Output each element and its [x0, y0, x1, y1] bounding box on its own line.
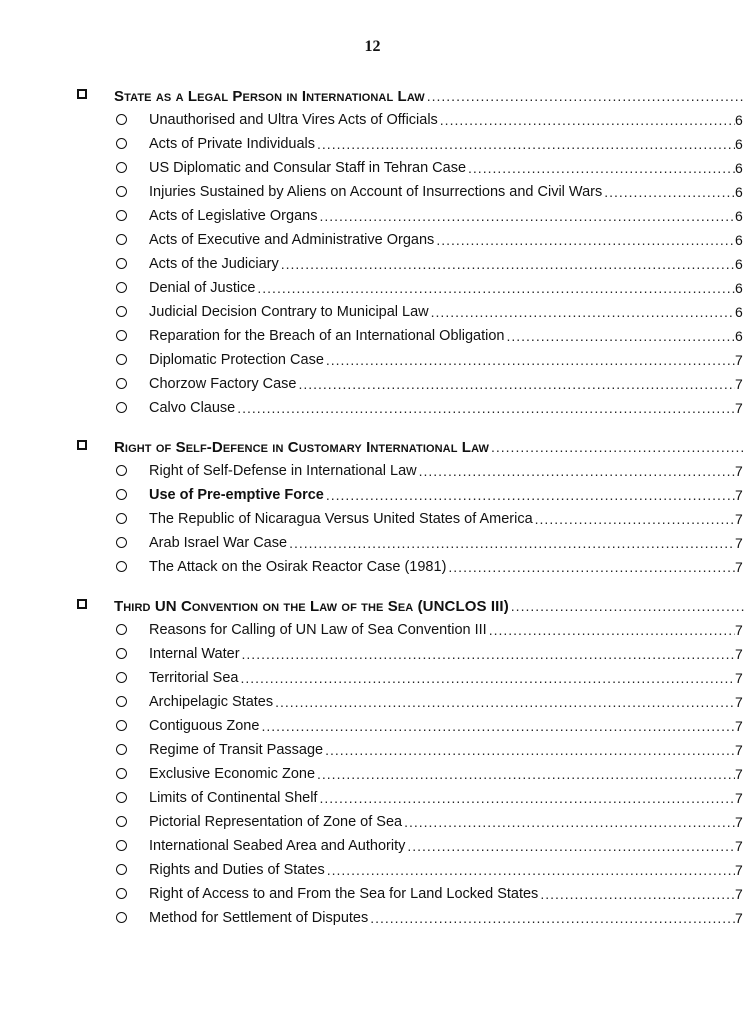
- toc-entry[interactable]: [0, 276, 745, 300]
- entry-page-number: 7: [735, 838, 743, 854]
- toc-entry[interactable]: [0, 738, 745, 762]
- toc-entry[interactable]: [0, 642, 745, 666]
- entry-page-number: 7: [735, 814, 743, 830]
- toc-section: [0, 435, 745, 579]
- square-bullet-icon: [77, 89, 87, 99]
- circle-bullet-icon: [116, 162, 127, 173]
- circle-bullet-icon: [116, 138, 127, 149]
- toc-entry[interactable]: [0, 108, 745, 132]
- entry-page-number: 7: [735, 742, 743, 758]
- entry-label: Acts of Private Individuals: [149, 136, 316, 152]
- entry-page-number: 7: [735, 766, 743, 782]
- entry-label: Injuries Sustained by Aliens on Account of Insurrections and Civil Wars: [149, 184, 603, 200]
- toc-entry[interactable]: [0, 483, 745, 507]
- entry-page-number: 6: [735, 160, 743, 176]
- circle-bullet-icon: [116, 210, 127, 221]
- entry-label: Acts of the Judiciary: [149, 256, 279, 272]
- entry-page-number: 6: [735, 280, 743, 296]
- entry-page-number: 6: [735, 304, 743, 320]
- toc-entry[interactable]: [0, 507, 745, 531]
- dot-leader: [317, 766, 735, 782]
- entry-label: Territorial Sea: [149, 670, 239, 686]
- entry-label: Diplomatic Protection Case: [149, 352, 324, 368]
- circle-bullet-icon: [116, 672, 127, 683]
- circle-bullet-icon: [116, 114, 127, 125]
- toc-entry[interactable]: [0, 228, 745, 252]
- entry-label: Reasons for Calling of UN Law of Sea Convention III: [149, 622, 487, 638]
- circle-bullet-icon: [116, 306, 127, 317]
- dot-leader: [404, 814, 735, 830]
- toc-entry[interactable]: [0, 714, 745, 738]
- circle-bullet-icon: [116, 561, 127, 572]
- circle-bullet-icon: [116, 186, 127, 197]
- circle-bullet-icon: [116, 489, 127, 500]
- entry-label: Calvo Clause: [149, 400, 236, 416]
- entry-label: Use of Pre-emptive Force: [149, 487, 324, 503]
- dot-leader: [327, 862, 735, 878]
- dot-leader: [431, 304, 735, 320]
- toc-entry[interactable]: [0, 156, 745, 180]
- dot-leader: [242, 646, 735, 662]
- circle-bullet-icon: [116, 840, 127, 851]
- entry-page-number: 6: [735, 256, 743, 272]
- dot-leader: [289, 535, 735, 551]
- dot-leader: [440, 112, 735, 128]
- toc-entry[interactable]: [0, 252, 745, 276]
- toc-entry[interactable]: [0, 810, 745, 834]
- dot-leader: [491, 439, 745, 455]
- dot-leader: [326, 487, 735, 503]
- entry-page-number: 7: [735, 487, 743, 503]
- circle-bullet-icon: [116, 624, 127, 635]
- dot-leader: [436, 232, 735, 248]
- toc-entry[interactable]: [0, 531, 745, 555]
- circle-bullet-icon: [116, 696, 127, 707]
- entry-page-number: 6: [735, 136, 743, 152]
- square-bullet-icon: [77, 599, 87, 609]
- entry-label: US Diplomatic and Consular Staff in Tehran Case: [149, 160, 467, 176]
- entry-page-number: 7: [735, 790, 743, 806]
- entry-label: Chorzow Factory Case: [149, 376, 297, 392]
- circle-bullet-icon: [116, 465, 127, 476]
- entry-page-number: 7: [735, 511, 743, 527]
- entry-page-number: 7: [735, 718, 743, 734]
- entry-label: Acts of Legislative Organs: [149, 208, 318, 224]
- entry-page-number: 7: [735, 886, 743, 902]
- entry-page-number: 7: [735, 646, 743, 662]
- circle-bullet-icon: [116, 912, 127, 923]
- entry-label: Regime of Transit Passage: [149, 742, 324, 758]
- entry-label: The Republic of Nicaragua Versus United States of America: [149, 511, 533, 527]
- dot-leader: [604, 184, 735, 200]
- dot-leader: [407, 838, 735, 854]
- entry-label: The Attack on the Osirak Reactor Case (1981): [149, 559, 447, 575]
- entry-page-number: 7: [735, 352, 743, 368]
- entry-page-number: 7: [735, 622, 743, 638]
- dot-leader: [370, 910, 735, 926]
- entry-label: Contiguous Zone: [149, 718, 260, 734]
- circle-bullet-icon: [116, 744, 127, 755]
- dot-leader: [540, 886, 735, 902]
- toc-entry[interactable]: [0, 348, 745, 372]
- toc-entry[interactable]: [0, 180, 745, 204]
- circle-bullet-icon: [116, 378, 127, 389]
- entry-page-number: 6: [735, 208, 743, 224]
- toc-entry[interactable]: [0, 690, 745, 714]
- entry-page-number: 6: [735, 184, 743, 200]
- dot-leader: [237, 400, 735, 416]
- entry-page-number: 7: [735, 694, 743, 710]
- dot-leader: [319, 790, 735, 806]
- entry-page-number: 6: [735, 232, 743, 248]
- toc-entry[interactable]: [0, 459, 745, 483]
- toc-entry[interactable]: [0, 204, 745, 228]
- toc-entry[interactable]: [0, 618, 745, 642]
- entry-label: Unauthorised and Ultra Vires Acts of Officials: [149, 112, 438, 128]
- toc-entry[interactable]: [0, 858, 745, 882]
- dot-leader: [506, 328, 735, 344]
- entry-page-number: 7: [735, 400, 743, 416]
- dot-leader: [317, 136, 735, 152]
- entry-page-number: 7: [735, 535, 743, 551]
- circle-bullet-icon: [116, 234, 127, 245]
- section-title: State as a Legal Person in International Law: [114, 87, 425, 105]
- circle-bullet-icon: [116, 537, 127, 548]
- toc-entry[interactable]: [0, 906, 745, 930]
- toc-entry[interactable]: [0, 396, 745, 420]
- entry-label: Archipelagic States: [149, 694, 274, 710]
- entry-label: Internal Water: [149, 646, 240, 662]
- circle-bullet-icon: [116, 402, 127, 413]
- dot-leader: [535, 511, 735, 527]
- entry-page-number: 7: [735, 376, 743, 392]
- circle-bullet-icon: [116, 768, 127, 779]
- circle-bullet-icon: [116, 816, 127, 827]
- toc-entry[interactable]: [0, 834, 745, 858]
- dot-leader: [257, 280, 735, 296]
- entry-page-number: 7: [735, 463, 743, 479]
- entry-label: International Seabed Area and Authority: [149, 838, 406, 854]
- circle-bullet-icon: [116, 720, 127, 731]
- entry-page-number: 7: [735, 862, 743, 878]
- entry-label: Rights and Duties of States: [149, 862, 325, 878]
- section-heading[interactable]: [0, 435, 745, 459]
- circle-bullet-icon: [116, 513, 127, 524]
- toc-entry[interactable]: [0, 555, 745, 579]
- dot-leader: [275, 694, 735, 710]
- dot-leader: [281, 256, 735, 272]
- section-title: Third UN Convention on the Law of the Sea (UNCLOS III): [114, 597, 509, 615]
- entry-page-number: 6: [735, 112, 743, 128]
- dot-leader: [319, 208, 735, 224]
- entry-label: Acts of Executive and Administrative Organs: [149, 232, 435, 248]
- circle-bullet-icon: [116, 792, 127, 803]
- dot-leader: [489, 622, 735, 638]
- toc-entry[interactable]: [0, 324, 745, 348]
- entry-label: Arab Israel War Case: [149, 535, 288, 551]
- entry-label: Judicial Decision Contrary to Municipal Law: [149, 304, 429, 320]
- circle-bullet-icon: [116, 258, 127, 269]
- toc-entry[interactable]: [0, 300, 745, 324]
- section-heading[interactable]: [0, 84, 745, 108]
- toc-entry[interactable]: [0, 372, 745, 396]
- entry-page-number: 6: [735, 328, 743, 344]
- circle-bullet-icon: [116, 354, 127, 365]
- dot-leader: [511, 598, 745, 614]
- toc-entry[interactable]: [0, 786, 745, 810]
- dot-leader: [326, 352, 735, 368]
- table-of-contents: [0, 84, 745, 945]
- dot-leader: [468, 160, 735, 176]
- square-bullet-icon: [77, 440, 87, 450]
- entry-label: Pictorial Representation of Zone of Sea: [149, 814, 403, 830]
- toc-entry[interactable]: [0, 882, 745, 906]
- toc-section: [0, 84, 745, 420]
- circle-bullet-icon: [116, 330, 127, 341]
- entry-label: Right of Access to and From the Sea for Land Locked States: [149, 886, 539, 902]
- dot-leader: [298, 376, 735, 392]
- entry-label: Right of Self-Defense in International Law: [149, 463, 417, 479]
- entry-label: Exclusive Economic Zone: [149, 766, 316, 782]
- dot-leader: [419, 463, 735, 479]
- section-title: Right of Self-Defence in Customary International Law: [114, 438, 489, 456]
- dot-leader: [448, 559, 735, 575]
- circle-bullet-icon: [116, 282, 127, 293]
- toc-entry[interactable]: [0, 762, 745, 786]
- dot-leader: [261, 718, 735, 734]
- entry-page-number: 7: [735, 559, 743, 575]
- dot-leader: [325, 742, 735, 758]
- entry-page-number: 7: [735, 670, 743, 686]
- entry-label: Denial of Justice: [149, 280, 256, 296]
- entry-label: Limits of Continental Shelf: [149, 790, 318, 806]
- circle-bullet-icon: [116, 864, 127, 875]
- circle-bullet-icon: [116, 888, 127, 899]
- dot-leader: [240, 670, 735, 686]
- entry-label: Reparation for the Breach of an International Obligation: [149, 328, 505, 344]
- toc-section: [0, 594, 745, 930]
- dot-leader: [427, 88, 745, 104]
- circle-bullet-icon: [116, 648, 127, 659]
- toc-entry[interactable]: [0, 132, 745, 156]
- entry-label: Method for Settlement of Disputes: [149, 910, 369, 926]
- toc-entry[interactable]: [0, 666, 745, 690]
- section-heading[interactable]: [0, 594, 745, 618]
- entry-page-number: 7: [735, 910, 743, 926]
- page-number: 12: [364, 38, 381, 55]
